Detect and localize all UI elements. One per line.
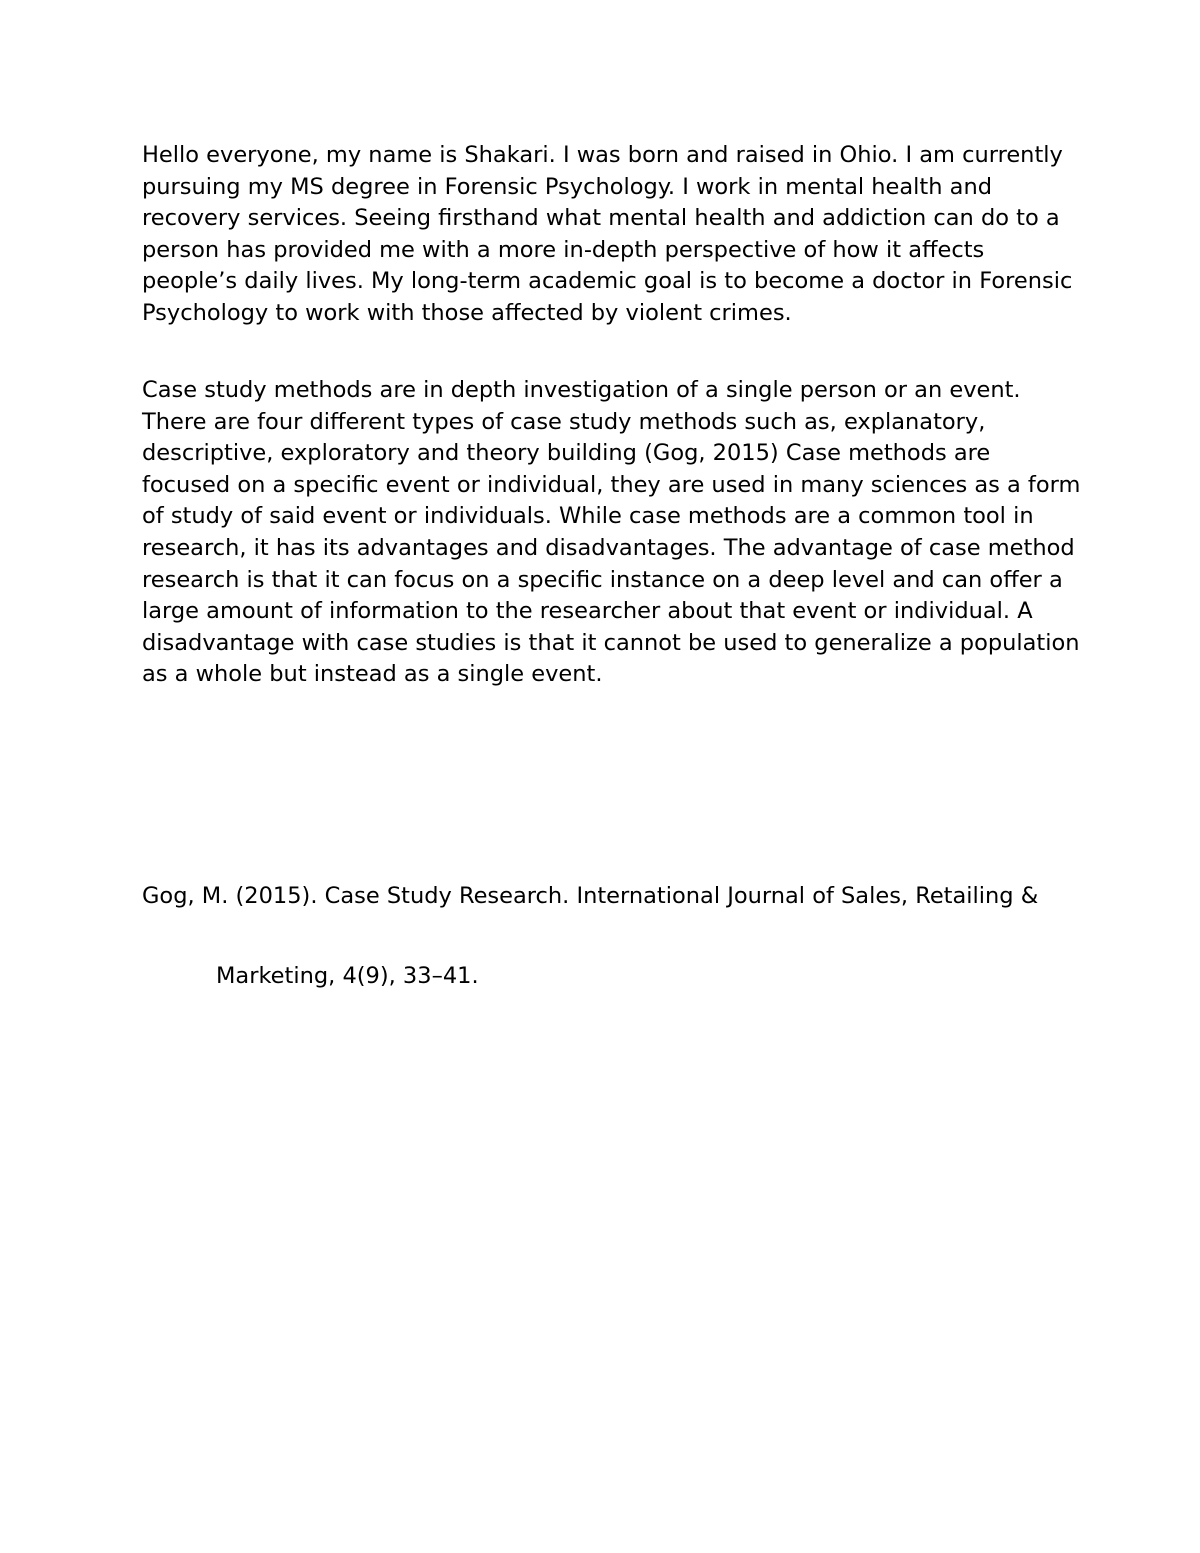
reference-line-1: Gog, M. (2015). Case Study Research. International Journal of Sales, Retailing & <box>142 883 1039 909</box>
case-study-paragraph: Case study methods are in depth investigation of a single person or an event. There are four different types of case study methods such as, explanatory, descriptive, exploratory and theory building (Gog, 2015) Case methods are focused on a specific event or individual, they are used in many sciences as a form of study of said event or individuals. While case methods are a common tool in research, it has its advantages and disadvantages. The advantage of case method research is that it can focus on a specific instance on a deep level and can offer a large amount of information to the researcher about that event or individual. A disadvantage with case studies is that it cannot be used to generalize a population as a whole but instead as a single event. <box>142 377 1081 688</box>
intro-paragraph: Hello everyone, my name is Shakari. I was born and raised in Ohio. I am currently pursuing my MS degree in Forensic Psychology. I work in mental health and recovery services. Seeing firsthand what mental health and addiction can do to a person has provided me with a more in-depth perspective of how it affects people’s daily lives. My long-term academic goal is to become a doctor in Forensic Psychology to work with those affected by violent crimes. <box>142 142 1073 326</box>
reference-line-2: Marketing, 4(9), 33–41. <box>216 963 479 989</box>
